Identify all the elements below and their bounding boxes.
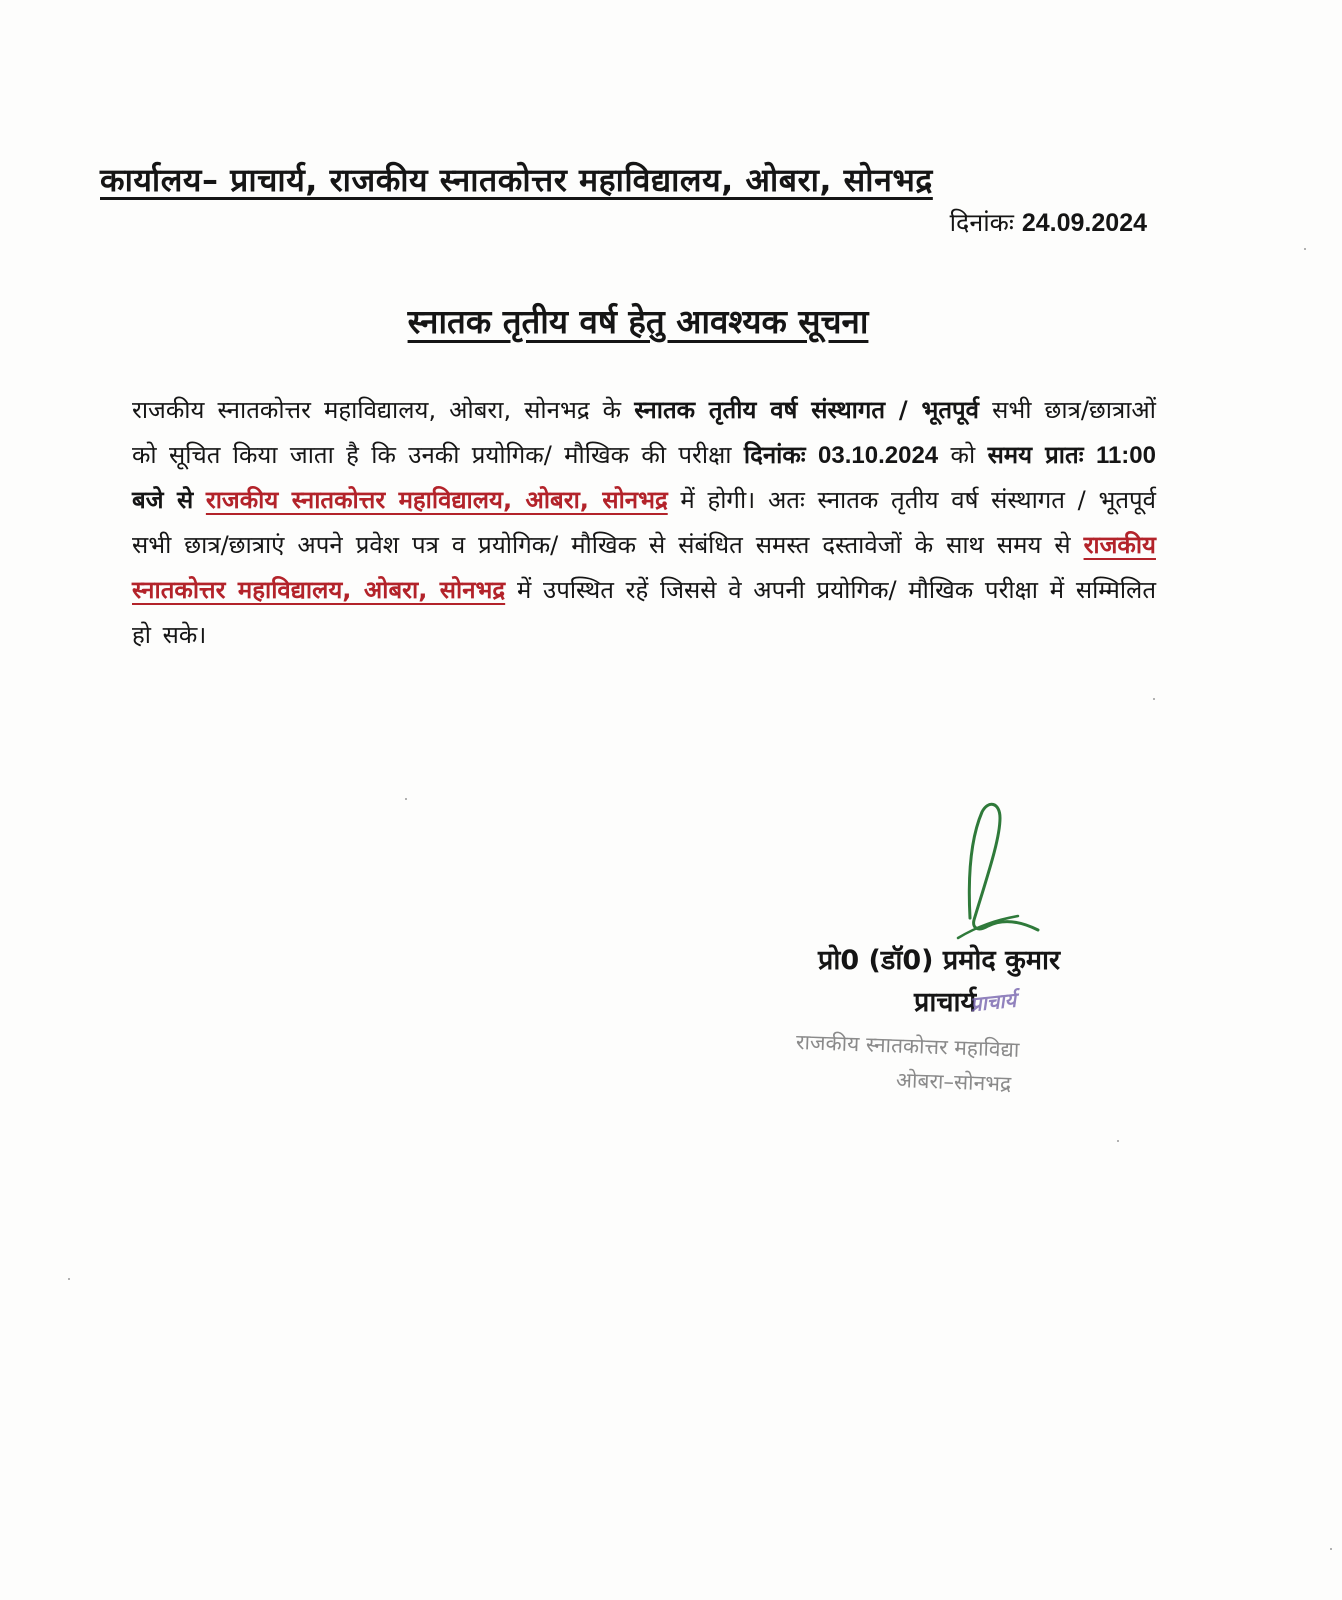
- body-ko: को: [950, 441, 976, 469]
- body-time-label: समय प्रातः: [987, 441, 1084, 469]
- issue-date: [950, 205, 1147, 239]
- exam-time: 11:00: [1095, 442, 1156, 469]
- stamp-title: प्राचार्य: [968, 987, 1018, 1017]
- signatory-name: प्रो0 (डॉ0) प्रमोद कुमार: [818, 945, 1061, 976]
- date-label: दिनांकः: [949, 208, 1014, 237]
- notice-body: [132, 388, 1156, 658]
- venue-highlight-1: राजकीय स्नातकोत्तर महाविद्यालय, ओबरा, सोनभद्र: [205, 486, 668, 514]
- paper-speck: [1304, 248, 1306, 250]
- body-closing: में उपस्थित रहें जिससे वे अपनी प्रयोगिक/ मौखिक परीक्षा में सम्मिलित हो सके।: [132, 576, 1157, 649]
- body-intro: राजकीय स्नातकोत्तर महाविद्यालय, ओबरा, सोनभद्र के: [132, 396, 622, 424]
- notice-subject: स्नातक तृतीय वर्ष हेतु आवश्यक सूचना: [407, 302, 869, 341]
- body-from: बजे से: [132, 486, 194, 514]
- stamp-location: ओबरा–सोनभद्र: [895, 1068, 1012, 1097]
- paper-speck: [1330, 1548, 1332, 1550]
- body-instructions: में होगी। अतः स्नातक तृतीय वर्ष संस्थागत / भूतपूर्व सभी छात्र/छात्राएं अपने प्रवेश पत्र व प्रयोगिक/ मौखिक से संबंधित समस्त दस्तावेजों के साथ समय से: [132, 486, 1156, 559]
- paper-speck: [68, 1278, 70, 1280]
- paper-speck: [1117, 1140, 1119, 1142]
- exam-date: 03.10.2024: [818, 442, 939, 469]
- body-students: सभी छात्र/छात्राओं को सूचित किया जाता है कि उनकी प्रयोगिक/ मौखिक की परीक्षा: [132, 396, 1156, 469]
- body-date-label: दिनांकः: [743, 441, 806, 469]
- paper-speck: [1153, 698, 1155, 700]
- date-value: 24.09.2024: [1021, 209, 1147, 237]
- office-header: कार्यालय– प्राचार्य, राजकीय स्नातकोत्तर महाविद्यालय, ओबरा, सोनभद्र: [100, 161, 933, 199]
- handwritten-signature: [948, 800, 1044, 950]
- stamp-institution: राजकीय स्नातकोत्तर महाविद्या: [795, 1030, 1020, 1062]
- paper-speck: [405, 798, 407, 800]
- venue-highlight-2: राजकीय स्नातकोत्तर महाविद्यालय, ओबरा, सोनभद्र: [132, 531, 1156, 604]
- body-target-group: स्नातक तृतीय वर्ष संस्थागत / भूतपूर्व: [634, 396, 980, 424]
- signatory-title: प्राचार्य: [914, 987, 977, 1018]
